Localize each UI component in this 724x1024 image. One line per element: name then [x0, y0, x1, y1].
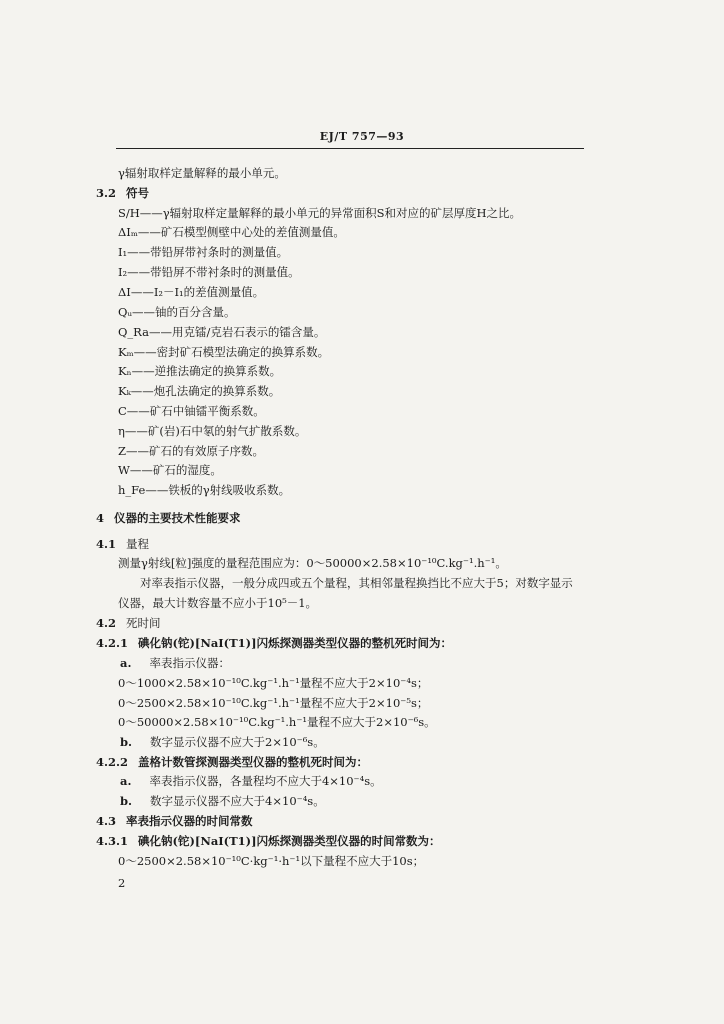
- section-4-3-1-heading: [96, 834, 441, 848]
- symbol-line: ΔI——I₂－I₁的差值测量值。: [118, 285, 265, 299]
- section-4-2-heading: [96, 616, 161, 630]
- symbol-line: η——矿(岩)石中氡的射气扩散系数。: [118, 424, 307, 438]
- symbol-line: S/H——γ辐射取样定量解释的最小单元的异常面积S和对应的矿层厚度H之比。: [118, 206, 522, 220]
- section-number: 4.2.2: [96, 755, 129, 769]
- section-number: 4.1: [96, 537, 117, 551]
- range-line: 0～1000×2.58×10⁻¹⁰C.kg⁻¹.h⁻¹量程不应大于2×10⁻⁴s；: [118, 676, 429, 690]
- symbol-line: I₂——带铅屏不带衬条时的测量值。: [118, 265, 300, 279]
- section-title: 量程: [126, 537, 150, 551]
- symbol-line: Z——矿石的有效原子序数。: [118, 444, 264, 458]
- symbol-line: C——矿石中铀镭平衡系数。: [118, 404, 265, 418]
- paragraph-line: 仪器，最大计数容量不应小于10⁵－1。: [118, 596, 318, 610]
- section-number: 4.3.1: [96, 834, 129, 848]
- section-4-2-2-heading: [96, 755, 368, 769]
- list-text: 率表指示仪器，各量程均不应大于4×10⁻⁴s。: [149, 774, 382, 788]
- symbol-line: Kₙ——逆推法确定的换算系数。: [118, 364, 282, 378]
- page-number: 2: [118, 876, 126, 890]
- section-number: 3.2: [96, 186, 117, 200]
- list-item-b: [120, 794, 325, 808]
- symbol-line: Kₖ——炮孔法确定的换算系数。: [118, 384, 281, 398]
- section-4-2-1-heading: [96, 636, 452, 650]
- section-title: 符号: [126, 186, 150, 200]
- header-rule: [116, 148, 584, 149]
- symbol-line: W——矿石的湿度。: [118, 463, 222, 477]
- section-4-1-heading: [96, 537, 149, 551]
- list-marker: b.: [120, 735, 133, 749]
- symbol-line: I₁——带铅屏带衬条时的测量值。: [118, 245, 289, 259]
- symbol-line: h_Fe——铁板的γ射线吸收系数。: [118, 483, 291, 497]
- range-line: 0～2500×2.58×10⁻¹⁰C·kg⁻¹·h⁻¹以下量程不应大于10s；: [118, 854, 425, 868]
- range-line: 0～50000×2.58×10⁻¹⁰C.kg⁻¹.h⁻¹量程不应大于2×10⁻⁶s。: [118, 715, 436, 729]
- range-line: 0～2500×2.58×10⁻¹⁰C.kg⁻¹.h⁻¹量程不应大于2×10⁻⁵s；: [118, 696, 429, 710]
- section-title: 仪器的主要技术性能要求: [114, 511, 241, 525]
- list-text: 数字显示仪器不应大于4×10⁻⁴s。: [150, 794, 325, 808]
- section-number: 4.2.1: [96, 636, 129, 650]
- section-number: 4.3: [96, 814, 117, 828]
- definition-line: γ辐射取样定量解释的最小单元。: [118, 166, 286, 180]
- list-item-b: [120, 735, 325, 749]
- paragraph-line: 对率表指示仪器，一般分成四或五个量程，其相邻量程换挡比不应大于5；对数字显示: [140, 576, 573, 590]
- section-number: 4.2: [96, 616, 117, 630]
- list-marker: a.: [120, 774, 132, 788]
- list-marker: a.: [120, 656, 132, 670]
- symbol-line: Q_Ra——用克镭/克岩石表示的镭含量。: [118, 325, 326, 339]
- section-text: 碘化钠(铊)[NaI(T1)]闪烁探测器类型仪器的时间常数为：: [138, 834, 441, 848]
- standard-code-header: EJ/T 757—93: [319, 130, 405, 143]
- list-marker: b.: [120, 794, 133, 808]
- list-item-a: [120, 774, 382, 788]
- symbol-line: ΔIₘ——矿石模型侧壁中心处的差值测量值。: [118, 225, 345, 239]
- paragraph-line: 测量γ射线[粒]强度的量程范围应为：0～50000×2.58×10⁻¹⁰C.kg⁻¹.h⁻¹。: [118, 556, 507, 570]
- list-text: 率表指示仪器：: [149, 656, 230, 670]
- section-text: 碘化钠(铊)[NaI(T1)]闪烁探测器类型仪器的整机死时间为：: [138, 636, 453, 650]
- symbol-line: Kₘ——密封矿石模型法确定的换算系数。: [118, 345, 330, 359]
- section-text: 盖格计数管探测器类型仪器的整机死时间为：: [138, 755, 369, 769]
- section-3-2-heading: [96, 186, 149, 200]
- section-title: 死时间: [126, 616, 161, 630]
- list-item-a: [120, 656, 230, 670]
- symbol-line: Qᵤ——铀的百分含量。: [118, 305, 236, 319]
- list-text: 数字显示仪器不应大于2×10⁻⁶s。: [150, 735, 325, 749]
- section-4-heading: [96, 511, 241, 525]
- section-number: 4: [96, 511, 105, 525]
- section-title: 率表指示仪器的时间常数: [126, 814, 253, 828]
- section-4-3-heading: [96, 814, 253, 828]
